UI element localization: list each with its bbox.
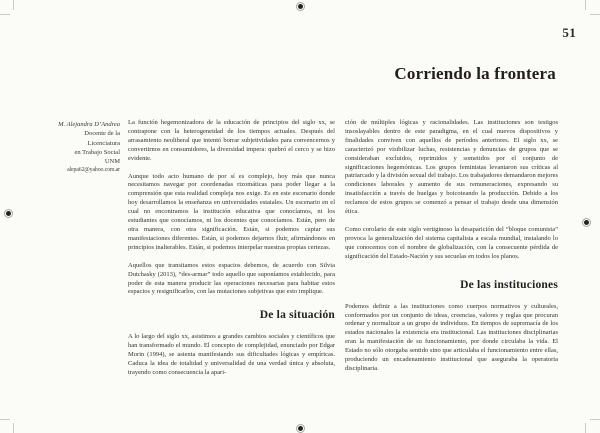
right-column: [345, 119, 558, 383]
body-paragraph: Podemos definir a las instituciones como cuerpos normativos y culturales, conformados por un conjunto de ideas, creencias, valores y reglas que procuran ordenar y normalizar a un grupo de individuos. En tiempos de supremacía de los estados nacionales la existencia era institucional. Las instituciones disciplinarias eran la manifestación de su funcionamiento, por donde circulaba la vida. El Estado no sólo otorgaba sentido sino que articulaba el funcionamiento entre ellas, produciendo un encadenamiento institucional que aseguraba la operatoria disciplinaria.: [345, 302, 558, 372]
crop-mark-bottom-right-horizontal: [590, 419, 600, 420]
author-institution: UNM: [104, 158, 120, 166]
page-number: 51: [562, 25, 576, 40]
body-paragraph: Como corolario de este siglo vertiginoso la desaparición del “bloque comunista” provoca la generalización del sistema capitalista a escala mundial, instalando lo que conocemos con el nombre de globalización, con la consecuente pérdida de significación del Estado-Nación y sus secuelas en todos los planos.: [345, 225, 558, 260]
author-email: alepa62@yahoo.com.ar: [67, 167, 120, 174]
crop-mark-bottom-left-vertical: [13, 423, 14, 433]
section-heading-de-la-situacion: De la situación: [259, 309, 335, 322]
left-column: [128, 119, 335, 387]
crop-mark-top-right-vertical: [585, 0, 586, 10]
registration-mark-icon: [296, 424, 305, 433]
crop-mark-top-left-vertical: [13, 0, 14, 10]
author-role-line: Licenciatura: [87, 139, 120, 147]
author-block: [10, 120, 120, 176]
crop-mark-top-left-horizontal: [0, 14, 10, 15]
author-role-line: en Trabajo Social: [74, 148, 120, 156]
body-paragraph: ción de múltiples lógicas y racionalidades. Las instituciones son testigos insoslayables dentro de este paradigma, en el cual nuevos dispositivos y finalidades conviven con aquellos de períodos anteriores. El siglo xx, se caracterizó por visibilizar luchas, resistencias y denuncias de grupos que se consideraban excluidos, reprimidos y sometidos por el conjunto de significaciones hegemónicas. Los grupos feministas levantaron sus críticas al patriarcado y la división sexual del trabajo. Los trabajadores demandaron mejores condiciones laborales y aumento de sus remuneraciones, expresando su insatisfacción a través de huelgas y boicoteando la producción. Debido a los reclamos de estos grupos se comenzó a pensar el trabajo desde una dimensión ética.: [345, 119, 558, 216]
section-heading-de-las-instituciones: De las instituciones: [460, 278, 558, 291]
body-paragraph: A lo largo del siglo xx, asistimos a grandes cambios sociales y científicos que han transformado el mundo. El concepto de complejidad, enunciado por Edgar Morin (1994), se asienta manifestando sus dificultades lógicas y empíricas. Caduca la idea de totalidad y universalidad de una verdad única y absoluta, trayendo como consecuencia la apari-: [128, 333, 335, 376]
registration-mark-icon: [582, 218, 591, 227]
author-role-line: Docente de la: [84, 130, 120, 138]
body-paragraph: La función hegemonizadora de la educación de principios del siglo xx, se contrapone con la heterogeneidad de los tiempos actuales. Después del arrasamiento neoliberal que intentó borrar subjetividades para convencernos y convertirnos en consumidores, la diversidad impera: quebró el cerco y se hizo evidente.: [128, 119, 335, 162]
author-name: M. Alejandra D’Andrea: [58, 121, 120, 128]
body-paragraph: Aquellos que transitamos estos espacios debemos, de acuerdo con Silvia Dutchasky (2013), “des-armar” todo aquello que suponíamos establecido, para poder de esta manera producir las operaciones necesarias para habitar estos espacios y resignificarlos, con las mutaciones subjetivas que esto implique.: [128, 261, 335, 296]
crop-mark-top-right-horizontal: [590, 14, 600, 15]
body-paragraph: Aunque todo acto humano de por sí es complejo, hoy más que nunca necesitamos navegar por coordenadas rizomáticas para poder llegar a la comprensión que esta realidad compleja nos exige. Es en este escenario donde hoy desarrollamos la enseñanza en universidades estatales. Un escenario en el cual no encontramos la institución educativa que conocíamos, ni los estudiantes que conocíamos, ni los docentes que conocíamos. Están, pero de otra manera, con otra significación. Están, si podemos captar sus manifestaciones diferentes. Están, si podemos dejarnos fluir, afirmándonos en principios inalterables. Están, si podemos interpelar nuestras propias certezas.: [128, 172, 335, 251]
registration-mark-icon: [4, 209, 13, 218]
page-title: Corriendo la frontera: [394, 64, 556, 83]
crop-mark-bottom-right-vertical: [585, 423, 586, 433]
registration-mark-icon: [296, 2, 305, 11]
crop-mark-bottom-left-horizontal: [0, 419, 10, 420]
